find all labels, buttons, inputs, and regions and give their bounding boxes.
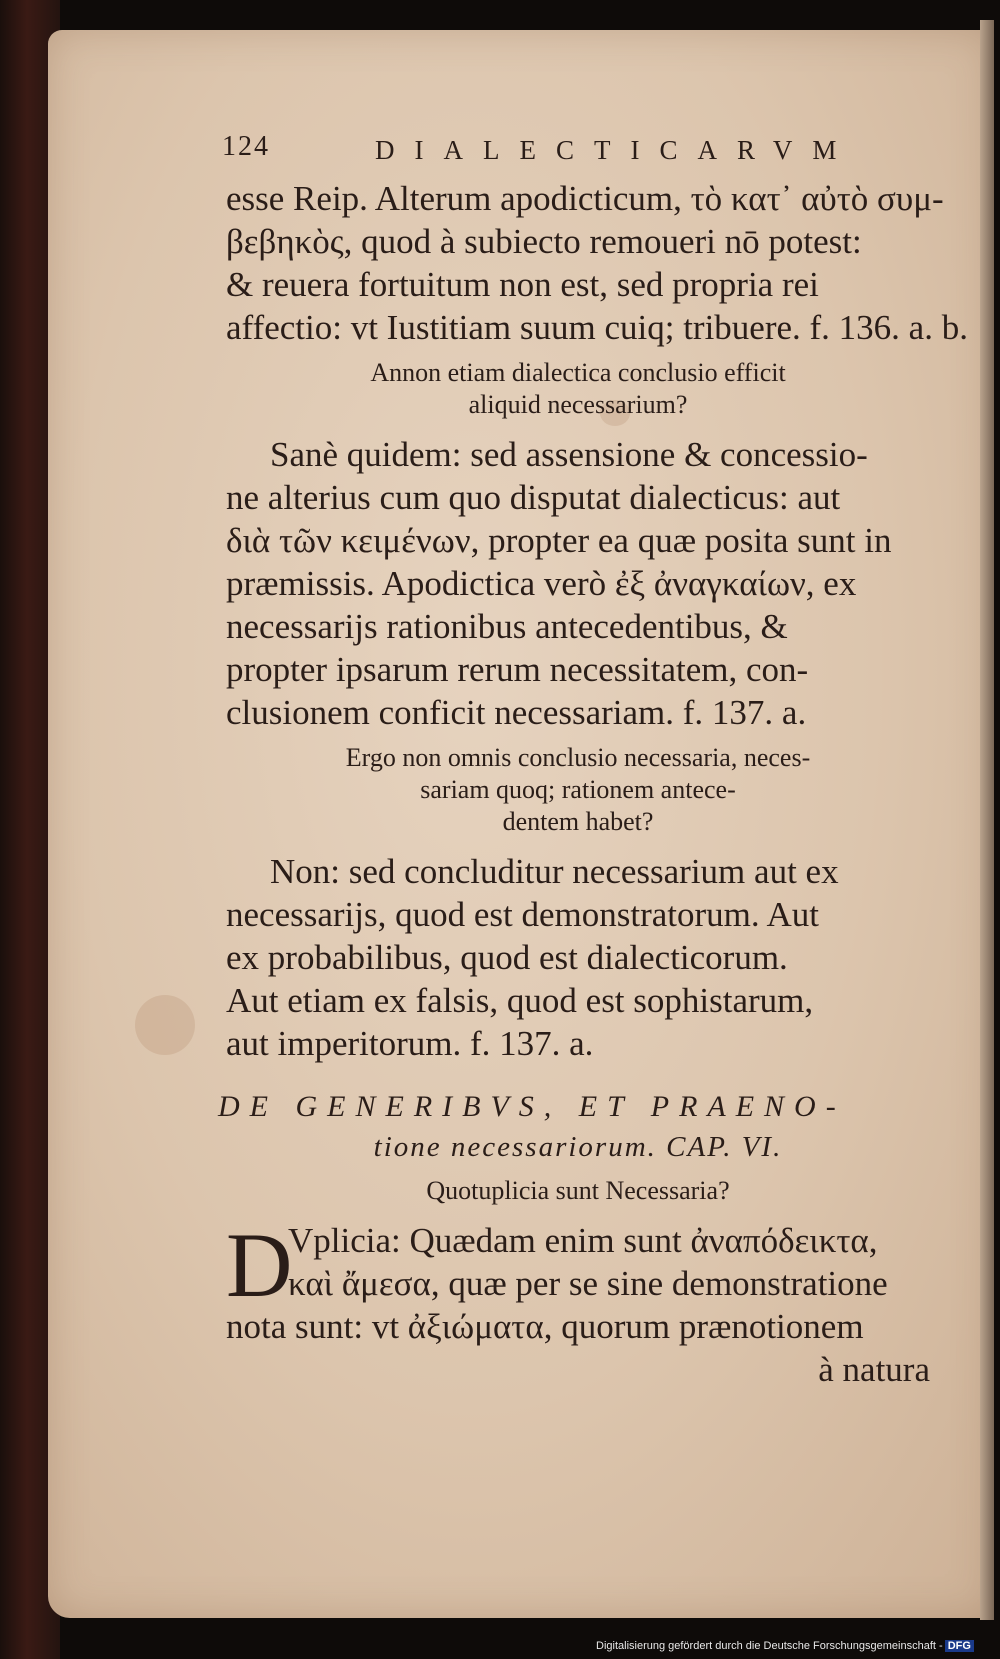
- text-line: nota sunt: vt ἀξιώματα, quorum prænotionem: [226, 1307, 864, 1346]
- question-3: [226, 1175, 930, 1207]
- text-line: καὶ ἄμεσα, quæ per se sine demonstratione: [288, 1264, 888, 1303]
- running-title: DIALECTICARVM: [375, 135, 857, 165]
- page-text: [170, 125, 968, 1391]
- text-line: propter ipsarum rerum necessitatem, con-: [226, 650, 809, 689]
- question-line: Ergo non omnis conclusio necessaria, neces-: [345, 743, 811, 772]
- text-line: præmissis. Apodictica verò ἐξ ἀναγκαίων, ex: [226, 564, 857, 603]
- text-line: διὰ τῶν κειμένων, propter ea quæ posita sunt in: [226, 521, 892, 560]
- text-line: necessarijs rationibus antecedentibus, &: [226, 607, 788, 646]
- drop-cap: D: [226, 1214, 293, 1316]
- text-line: Non: sed concluditur necessarium aut ex: [270, 852, 839, 891]
- footer-text: Digitalisierung gefördert durch die Deutsche Forschungsgemeinschaft -: [596, 1640, 943, 1652]
- chapter-heading-line2: tione necessariorum. CAP. VI.: [373, 1131, 783, 1163]
- paragraph-1: [170, 177, 968, 349]
- text-line: esse Reip. Alterum apodicticum, τὸ κατ᾽ αὐτὸ συμ-: [226, 179, 944, 218]
- question-1: [226, 357, 930, 421]
- question-line: Annon etiam dialectica conclusio efficit: [370, 358, 786, 387]
- text-line: clusionem conficit necessariam. f. 137. a.: [226, 693, 807, 732]
- dfg-logo: DFG: [945, 1640, 974, 1652]
- chapter-heading: DE GENERIBVS, ET PRAENO-: [218, 1090, 846, 1123]
- text-line: Vplicia: Quædam enim sunt ἀναπόδεικτα,: [288, 1221, 878, 1260]
- text-line: Sanè quidem: sed assensione & concessio-: [270, 435, 868, 474]
- text-line: ex probabilibus, quod est dialecticorum.: [226, 938, 788, 977]
- question-line: Quotuplicia sunt Necessaria?: [426, 1176, 730, 1205]
- catchword: à natura: [818, 1350, 930, 1389]
- text-line: affectio: vt Iustitiam suum cuiq; tribuere. f. 136. a. b.: [226, 308, 968, 347]
- question-line: dentem habet?: [502, 807, 654, 836]
- funding-footer: [596, 1640, 974, 1652]
- text-line: ne alterius cum quo disputat dialecticus: aut: [226, 478, 841, 517]
- page-edge: [980, 20, 994, 1620]
- text-line: & reuera fortuitum non est, sed propria rei: [226, 265, 819, 304]
- text-line: Aut etiam ex falsis, quod est sophistarum,: [226, 981, 814, 1020]
- paragraph-3: [170, 850, 930, 1065]
- paragraph-2: [170, 433, 930, 734]
- question-line: sariam quoq; rationem antece-: [420, 775, 736, 804]
- text-line: necessarijs, quod est demonstratorum. Aut: [226, 895, 819, 934]
- text-line: βεβηκὸς, quod à subiecto remoueri nō potest:: [226, 222, 862, 261]
- text-line: aut imperitorum. f. 137. a.: [226, 1024, 594, 1063]
- question-2: [226, 742, 930, 838]
- paragraph-4: [226, 1214, 930, 1391]
- running-head: [170, 125, 930, 177]
- page-number: 124: [222, 131, 270, 162]
- question-line: aliquid necessarium?: [468, 390, 688, 419]
